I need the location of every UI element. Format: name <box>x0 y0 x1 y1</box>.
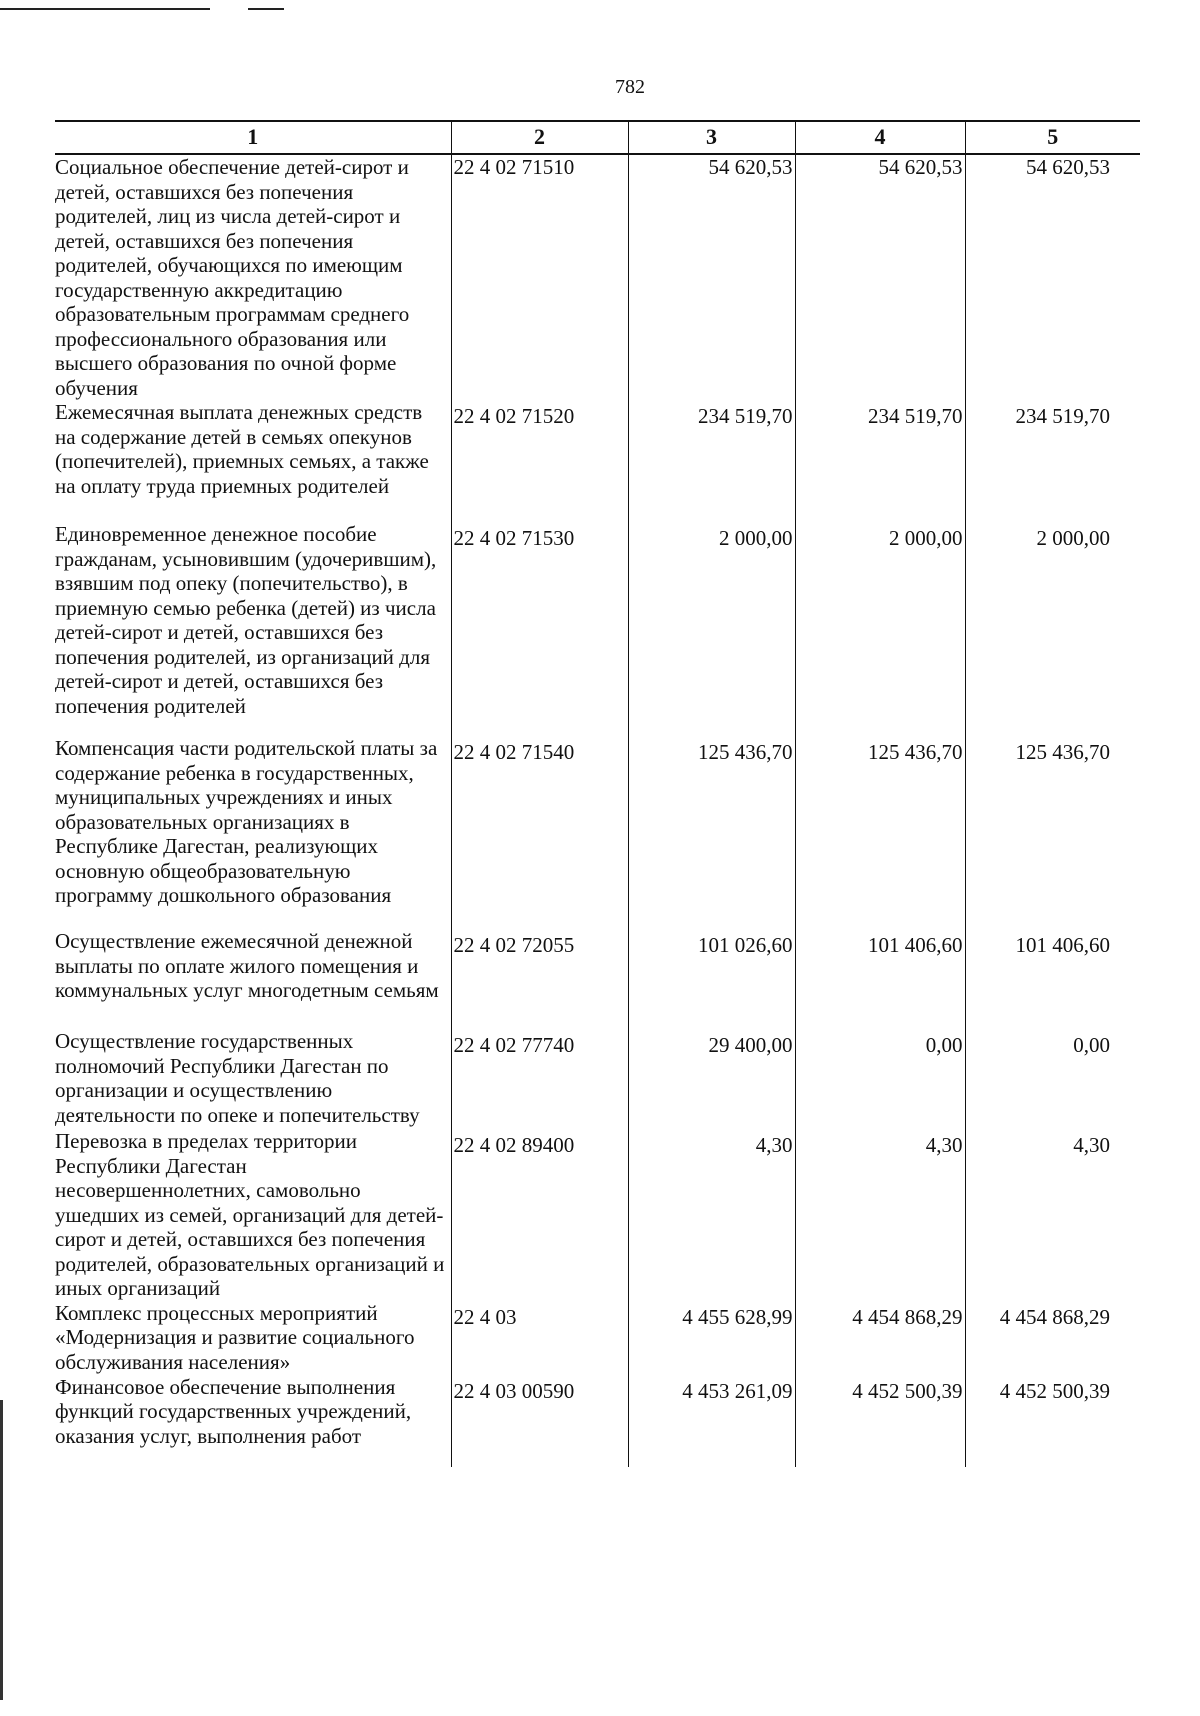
row-code-cell: 22 4 03 00590 <box>451 1375 628 1467</box>
table-row <box>55 522 1140 736</box>
column-header: 5 <box>965 121 1140 154</box>
row-value-col4-cell: 2 000,00 <box>795 522 965 736</box>
row-value-col5-cell: 4 452 500,39 <box>965 1375 1140 1467</box>
row-code-cell: 22 4 02 77740 <box>451 1029 628 1129</box>
column-header: 3 <box>628 121 795 154</box>
row-name-cell: Осуществление ежемесячной денежной выплаты по оплате жилого помещения и коммунальных услуг многодетным семьям <box>55 929 439 1002</box>
row-value-col3-cell: 4 455 628,99 <box>628 1301 795 1375</box>
row-value-col3-cell: 4 453 261,09 <box>628 1375 795 1467</box>
table-body <box>55 154 1140 1467</box>
scan-artifact-line <box>248 8 284 10</box>
row-value-col3-cell: 4,30 <box>628 1129 795 1301</box>
row-value-col5-cell: 234 519,70 <box>965 400 1140 522</box>
row-value-col5-cell: 101 406,60 <box>965 929 1140 1029</box>
row-value-col5-cell: 2 000,00 <box>965 522 1140 736</box>
row-value-col4-cell: 4 452 500,39 <box>795 1375 965 1467</box>
row-value-col4-cell: 54 620,53 <box>795 154 965 400</box>
table-row <box>55 929 1140 1029</box>
row-value-col4-cell: 4 454 868,29 <box>795 1301 965 1375</box>
row-value-col4-cell: 125 436,70 <box>795 736 965 929</box>
column-header: 2 <box>451 121 628 154</box>
scan-artifact-edge <box>0 1400 3 1700</box>
page-number: 782 <box>615 76 645 98</box>
row-value-col3-cell: 54 620,53 <box>628 154 795 400</box>
row-value-col3-cell: 234 519,70 <box>628 400 795 522</box>
row-name-cell: Финансовое обеспечение выполнения функций государственных учреждений, оказания услуг, выполнения работ <box>55 1374 412 1448</box>
row-name-cell: Компенсация части родительской платы за содержание ребенка в государственных, муниципальных учреждениях и иных образовательных организациях в Республике Дагестан, реализующих основную общеобразовательную программу дошкольного образования <box>55 736 438 907</box>
table-row <box>55 1129 1140 1301</box>
row-name-cell: Социальное обеспечение детей-сирот и детей, оставшихся без попечения родителей, лиц из числа детей-сирот и детей, оставшихся без попечения родителей, обучающихся по имеющим государственную аккредитацию образовательным программам среднего профессионального образования или высшего образования по очной форме обучения <box>55 155 410 400</box>
row-value-col3-cell: 101 026,60 <box>628 929 795 1029</box>
budget-table <box>55 120 1140 1467</box>
column-header: 1 <box>55 121 451 154</box>
row-code-cell: 22 4 02 71520 <box>451 400 628 522</box>
table-row <box>55 1301 1140 1375</box>
table-header-row <box>55 121 1140 154</box>
row-code-cell: 22 4 02 71540 <box>451 736 628 929</box>
row-value-col5-cell: 125 436,70 <box>965 736 1140 929</box>
table-row <box>55 1375 1140 1467</box>
row-value-col4-cell: 0,00 <box>795 1029 965 1129</box>
row-name-cell: Комплекс процессных мероприятий «Модернизация и развитие социального обслуживания населения» <box>55 1300 415 1374</box>
row-code-cell: 22 4 02 71530 <box>451 522 628 736</box>
row-code-cell: 22 4 03 <box>451 1301 628 1375</box>
scan-artifact-line <box>0 8 210 10</box>
table-row <box>55 736 1140 929</box>
row-name-cell: Единовременное денежное пособие гражданам, усыновившим (удочерившим), взявшим под опеку (попечительство), в приемную семью ребенка (детей) из числа детей-сирот и детей, оставшихся без попечения родителей, из организаций для детей-сирот и детей, оставшихся без попечения родителей <box>55 522 437 718</box>
row-name-cell: Осуществление государственных полномочий Республики Дагестан по организации и осуществлению деятельности по опеке и попечительству <box>55 1029 420 1127</box>
row-value-col4-cell: 234 519,70 <box>795 400 965 522</box>
row-value-col5-cell: 4,30 <box>965 1129 1140 1301</box>
row-code-cell: 22 4 02 71510 <box>451 154 628 400</box>
table-row <box>55 154 1140 400</box>
column-header: 4 <box>795 121 965 154</box>
table-row <box>55 1029 1140 1129</box>
row-code-cell: 22 4 02 89400 <box>451 1129 628 1301</box>
row-value-col4-cell: 4,30 <box>795 1129 965 1301</box>
row-name-cell: Перевозка в пределах территории Республики Дагестан несовершеннолетних, самовольно ушедших из семей, организаций для детей-сирот и детей, оставшихся без попечения родителей, образовательных организаций и иных организаций <box>55 1129 445 1300</box>
table-row <box>55 400 1140 522</box>
row-value-col5-cell: 0,00 <box>965 1029 1140 1129</box>
row-value-col3-cell: 125 436,70 <box>628 736 795 929</box>
row-code-cell: 22 4 02 72055 <box>451 929 628 1029</box>
row-value-col5-cell: 4 454 868,29 <box>965 1301 1140 1375</box>
row-value-col3-cell: 2 000,00 <box>628 522 795 736</box>
row-value-col3-cell: 29 400,00 <box>628 1029 795 1129</box>
row-name-cell: Ежемесячная выплата денежных средств на содержание детей в семьях опекунов (попечителей), приемных семьях, а также на оплату труда приемных родителей <box>55 400 429 498</box>
row-value-col4-cell: 101 406,60 <box>795 929 965 1029</box>
row-value-col5-cell: 54 620,53 <box>965 154 1140 400</box>
